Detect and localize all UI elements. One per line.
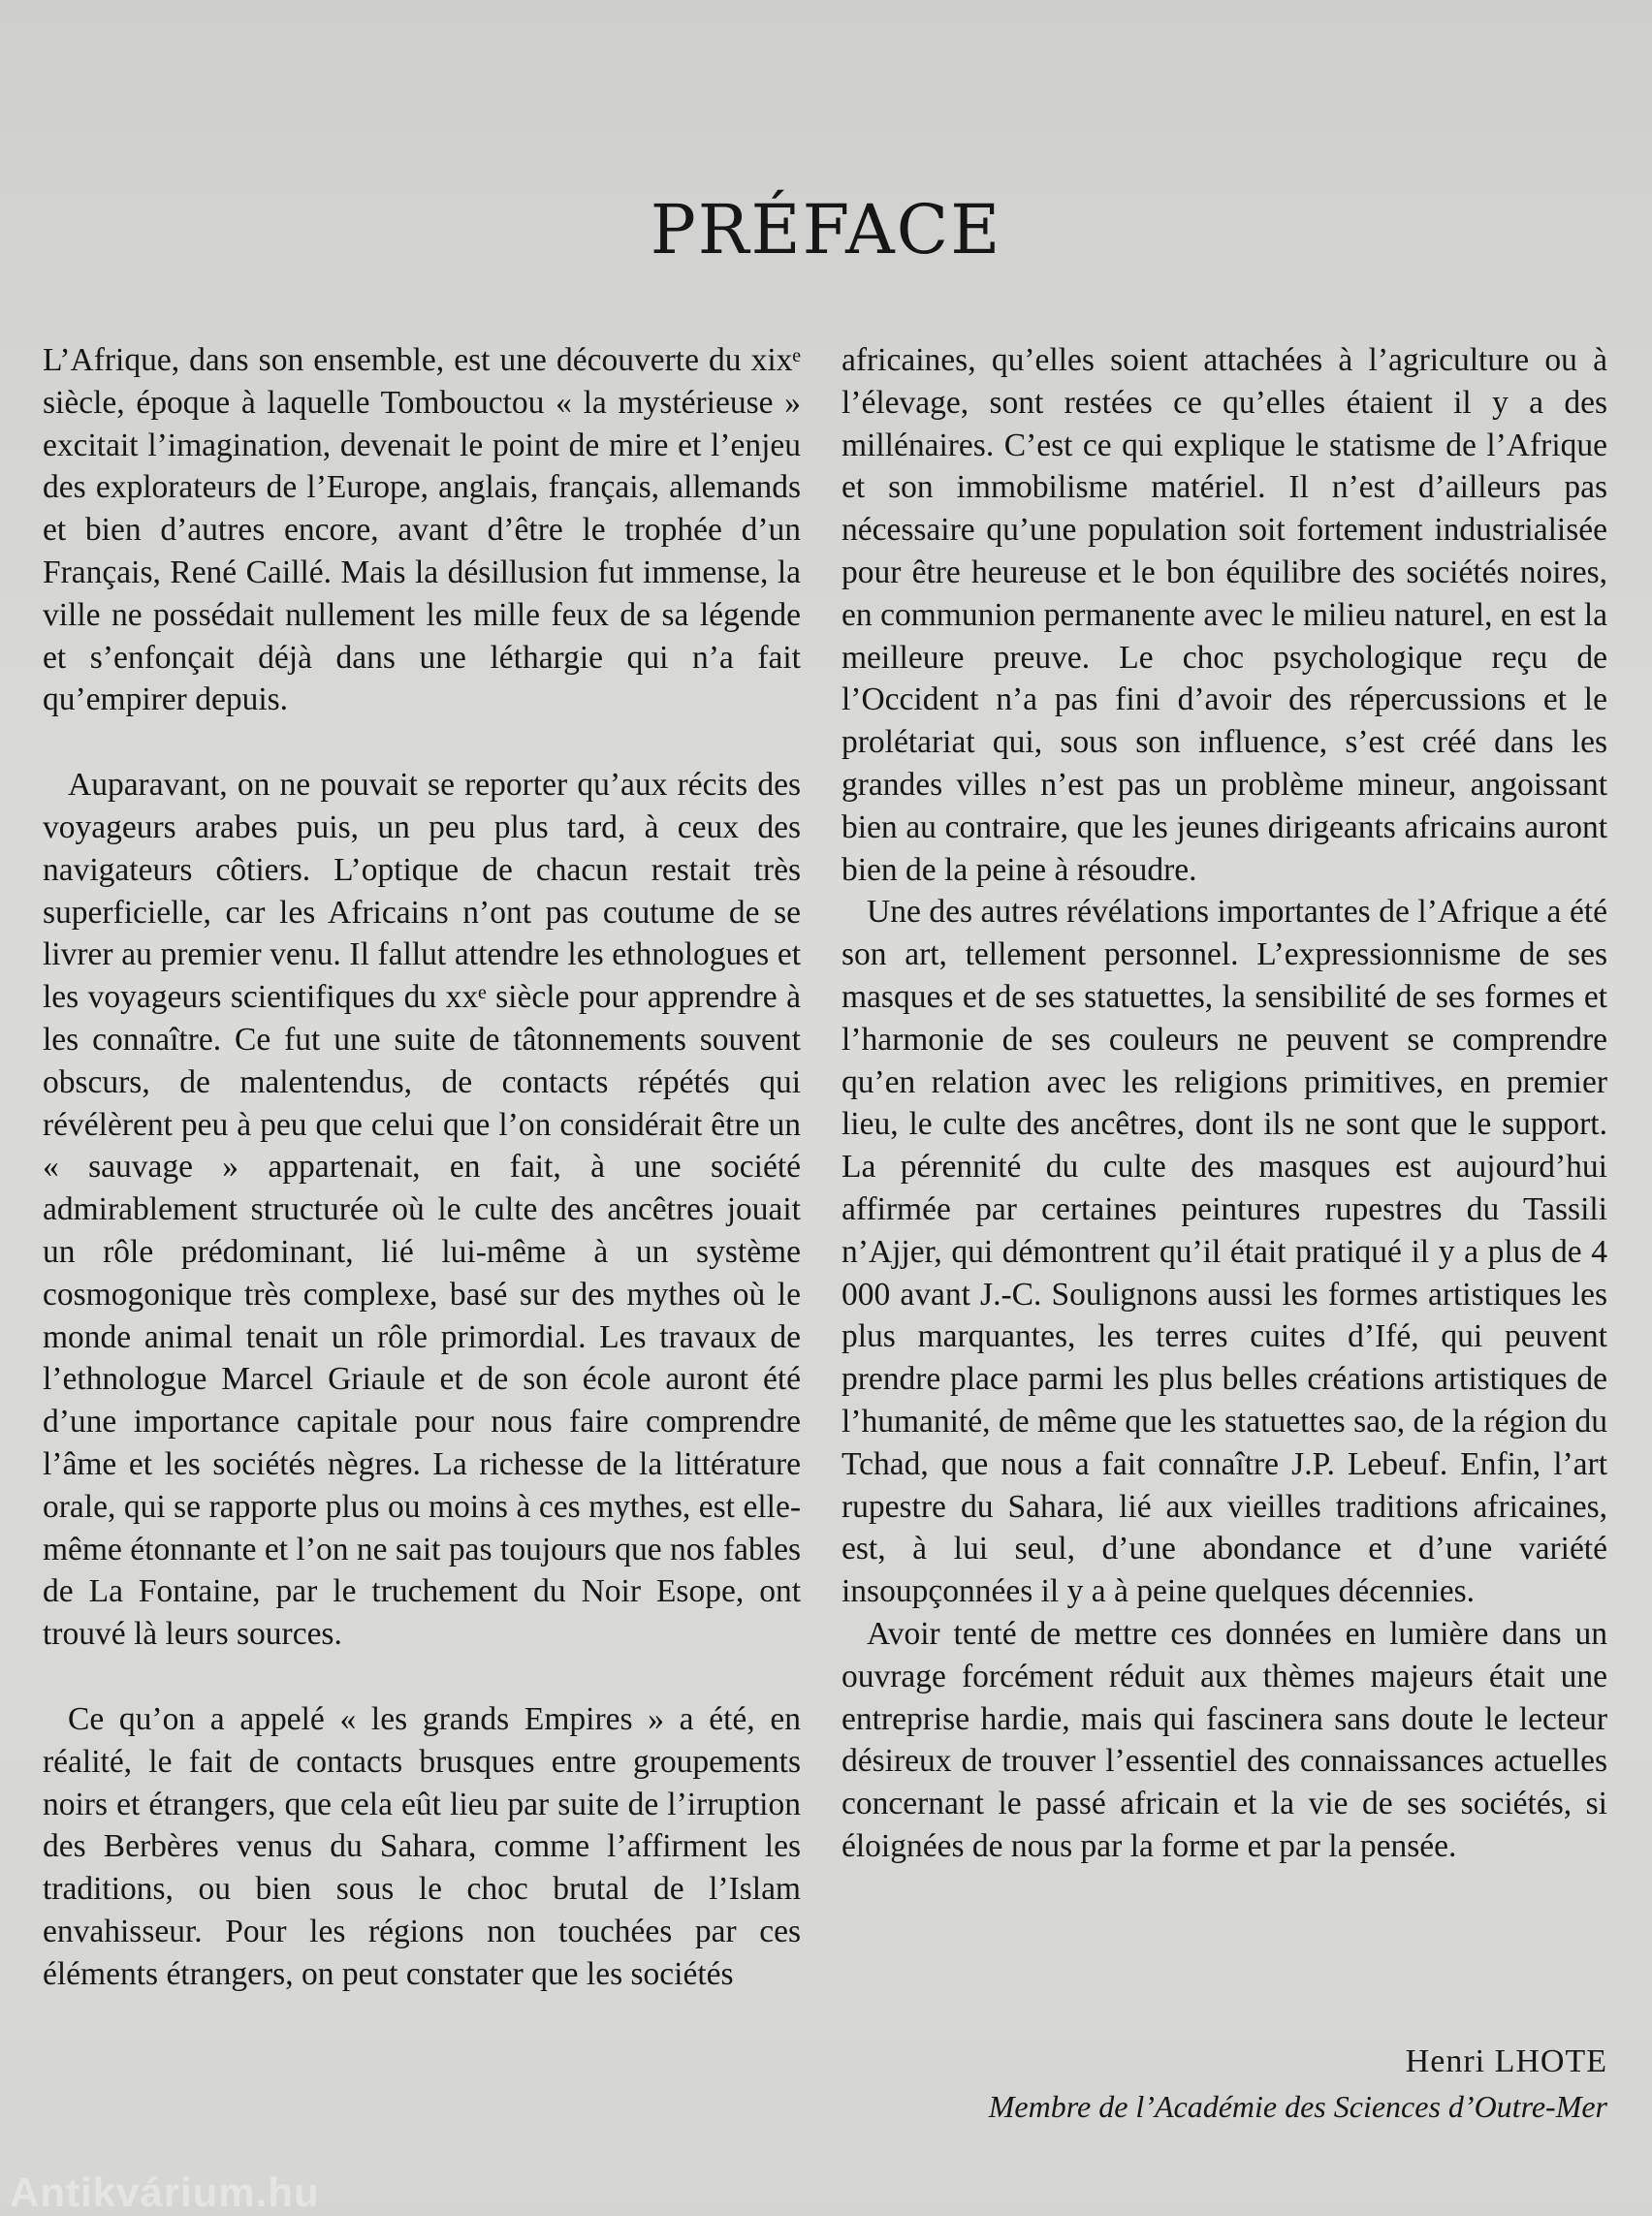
right-paragraph-2: Une des autres révélations importantes de l’Afrique a été son art, tellement personnel. L’expressionnisme de ses masques et de ses statuettes, la sensibilité de ses formes et l’harmonie de ses couleurs ne peuvent se comprendre qu’en relation avec les religions primitives, en premier lieu, le culte des ancêtres, dont ils ne sont que le support. La pérennité du culte des masques est aujourd’hui affirmée par certaines peintures rupestres du Tassili n’Ajjer, qui démontrent qu’il était pratiqué il y a plus de 4 000 avant J.-C. Soulignons aussi les formes artistiques les plus marquantes, les terres cuites d’Ifé, qui peuvent prendre place parmi les plus belles créations artistiques de l’humanité, de même que les statuettes sao, de la région du Tchad, que nous a fait connaître J.P. Lebeuf. Enfin, l’art rupestre du Sahara, lié aux vieilles traditions africaines, est, à lui seul, d’une abondance et d’une variété insoupçonnées il y a à peine quelques décennies. — [842, 894, 1607, 1610]
left-column — [43, 339, 801, 1995]
right-paragraph-3: Avoir tenté de mettre ces données en lumière dans un ouvrage forcément réduit aux thèmes majeurs était une entreprise hardie, mais qui fascinera sans doute le lecteur désireux de trouver l’essentiel des connaissances actuelles concernant le passé africain et la vie de ses sociétés, si éloignées de nous par la forme et par la pensée. — [842, 1615, 1607, 1864]
right-column — [842, 339, 1607, 1868]
author-name: Henri LHOTE — [1405, 2043, 1607, 2079]
left-paragraph-1: L’Afrique, dans son ensemble, est une découverte du xixᵉ siècle, époque à laquelle Tombouctou « la mystérieuse » excitait l’imagination, devenait le point de mire et l’enjeu des explorateurs de l’Europe, anglais, français, allemands et bien d’autres encore, avant d’être le trophée d’un Français, René Caillé. Mais la désillusion fut immense, la ville ne possédait nullement les mille feux de sa légende et s’enfonçait déjà dans une léthargie qui n’a fait qu’empirer depuis. — [43, 342, 801, 718]
watermark: Antikvárium.hu — [10, 2169, 320, 2215]
author-role: Membre de l’Académie des Sciences d’Outre-Mer — [988, 2089, 1607, 2124]
right-paragraph-1: africaines, qu’elles soient attachées à l’agriculture ou à l’élevage, sont restées ce qu’elles étaient il y a des millénaires. C’est ce qui explique le statisme de l’Afrique et son immobilisme matériel. Il n’est d’ailleurs pas nécessaire qu’une population soit fortement industrialisée pour être heureuse et le bon équilibre des sociétés noires, en communion permanente avec le milieu naturel, en est la meilleure preuve. Le choc psychologique reçu de l’Occident n’a pas fini d’avoir des répercussions et le prolétariat qui, sous son influence, s’est créé dans les grandes villes n’est pas un problème mineur, angoissant bien au contraire, que les jeunes dirigeants africains auront bien de la peine à résoudre. — [842, 342, 1607, 888]
left-paragraph-3: Ce qu’on a appelé « les grands Empires » a été, en réalité, le fait de contacts brusques entre groupements noirs et étrangers, que cela eût lieu par suite de l’irruption des Berbères venus du Sahara, comme l’affirment les traditions, ou bien sous le choc brutal de l’Islam envahisseur. Pour les régions non touchées par ces éléments étrangers, on peut constater que les sociétés — [43, 1700, 801, 1992]
left-paragraph-2: Auparavant, on ne pouvait se reporter qu’aux récits des voyageurs arabes puis, un peu plus tard, à ceux des navigateurs côtiers. L’optique de chacun restait très superficielle, car les Africains n’ont pas coutume de se livrer au premier venu. Il fallut attendre les ethnologues et les voyageurs scientifiques du xxᵉ siècle pour apprendre à les connaître. Ce fut une suite de tâtonnements souvent obscurs, de malentendus, de contacts répétés qui révélèrent peu à peu que celui que l’on considérait être un « sauvage » appartenait, en fait, à une société admirablement structurée où le culte des ancêtres jouait un rôle prédominant, lié lui-même à un système cosmogonique très complexe, basé sur des mythes où le monde animal tenait un rôle primordial. Les travaux de l’ethnologue Marcel Griaule et de son école auront été d’une importance capitale pour nous faire comprendre l’âme et les sociétés nègres. La richesse de la littérature orale, qui se rapporte plus ou moins à ces mythes, est elle-même étonnante et l’on ne sait pas toujours que nos fables de La Fontaine, par le truchement du Noir Esope, ont trouvé là leurs sources. — [43, 767, 801, 1653]
page-title: PRÉFACE — [650, 190, 1002, 269]
